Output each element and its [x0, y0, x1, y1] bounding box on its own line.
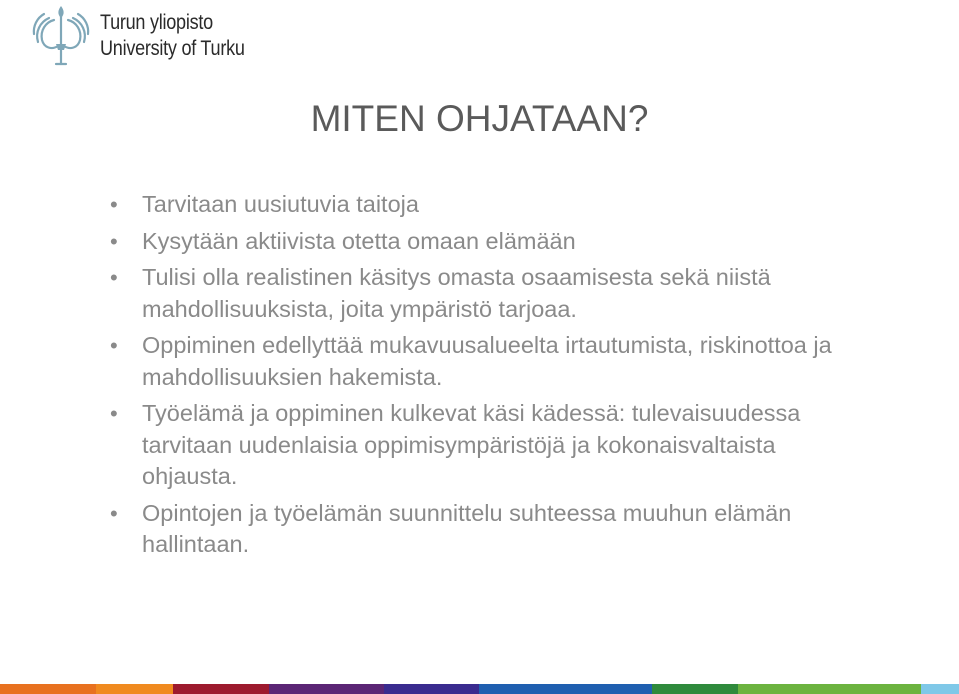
footer-segment: [173, 684, 269, 694]
logo-text: [100, 10, 245, 62]
footer-color-bar: [0, 684, 959, 694]
footer-segment: [96, 684, 173, 694]
footer-segment: [652, 684, 738, 694]
footer-segment: [269, 684, 384, 694]
bullet-list: [108, 189, 868, 566]
footer-segment: [0, 684, 96, 694]
footer-segment: [479, 684, 652, 694]
slide-title-text: MITEN OHJATAAN?: [310, 98, 649, 139]
footer-segment: [921, 684, 959, 694]
footer-segment: [384, 684, 480, 694]
footer-segment: [738, 684, 920, 694]
bullet-item: • Työelämä ja oppiminen kulkevat käsi kädessä: tulevaisuudessa tarvitaan uudenlaisia oppimisympäristöjä ja kokonaisvaltaista ohjausta.: [108, 398, 868, 493]
bullet-item: • Tulisi olla realistinen käsitys omasta osaamisesta sekä niistä mahdollisuuksista, joita ympäristö tarjoaa.: [108, 262, 868, 325]
bullet-item: • Opintojen ja työelämän suunnittelu suhteessa muuhun elämän hallintaan.: [108, 498, 868, 561]
logo-name-finnish: Turun yliopisto: [100, 11, 213, 34]
torch-emblem-icon: [32, 4, 90, 68]
logo-name-english: University of Turku: [100, 37, 245, 60]
bullet-item: • Oppiminen edellyttää mukavuusalueelta irtautumista, riskinottoa ja mahdollisuuksien hakemista.: [108, 330, 868, 393]
bullet-item: • Tarvitaan uusiutuvia taitoja: [108, 189, 868, 221]
university-logo: [32, 4, 268, 68]
slide-title: [0, 98, 959, 140]
bullet-item: • Kysytään aktiivista otetta omaan elämään: [108, 226, 868, 258]
